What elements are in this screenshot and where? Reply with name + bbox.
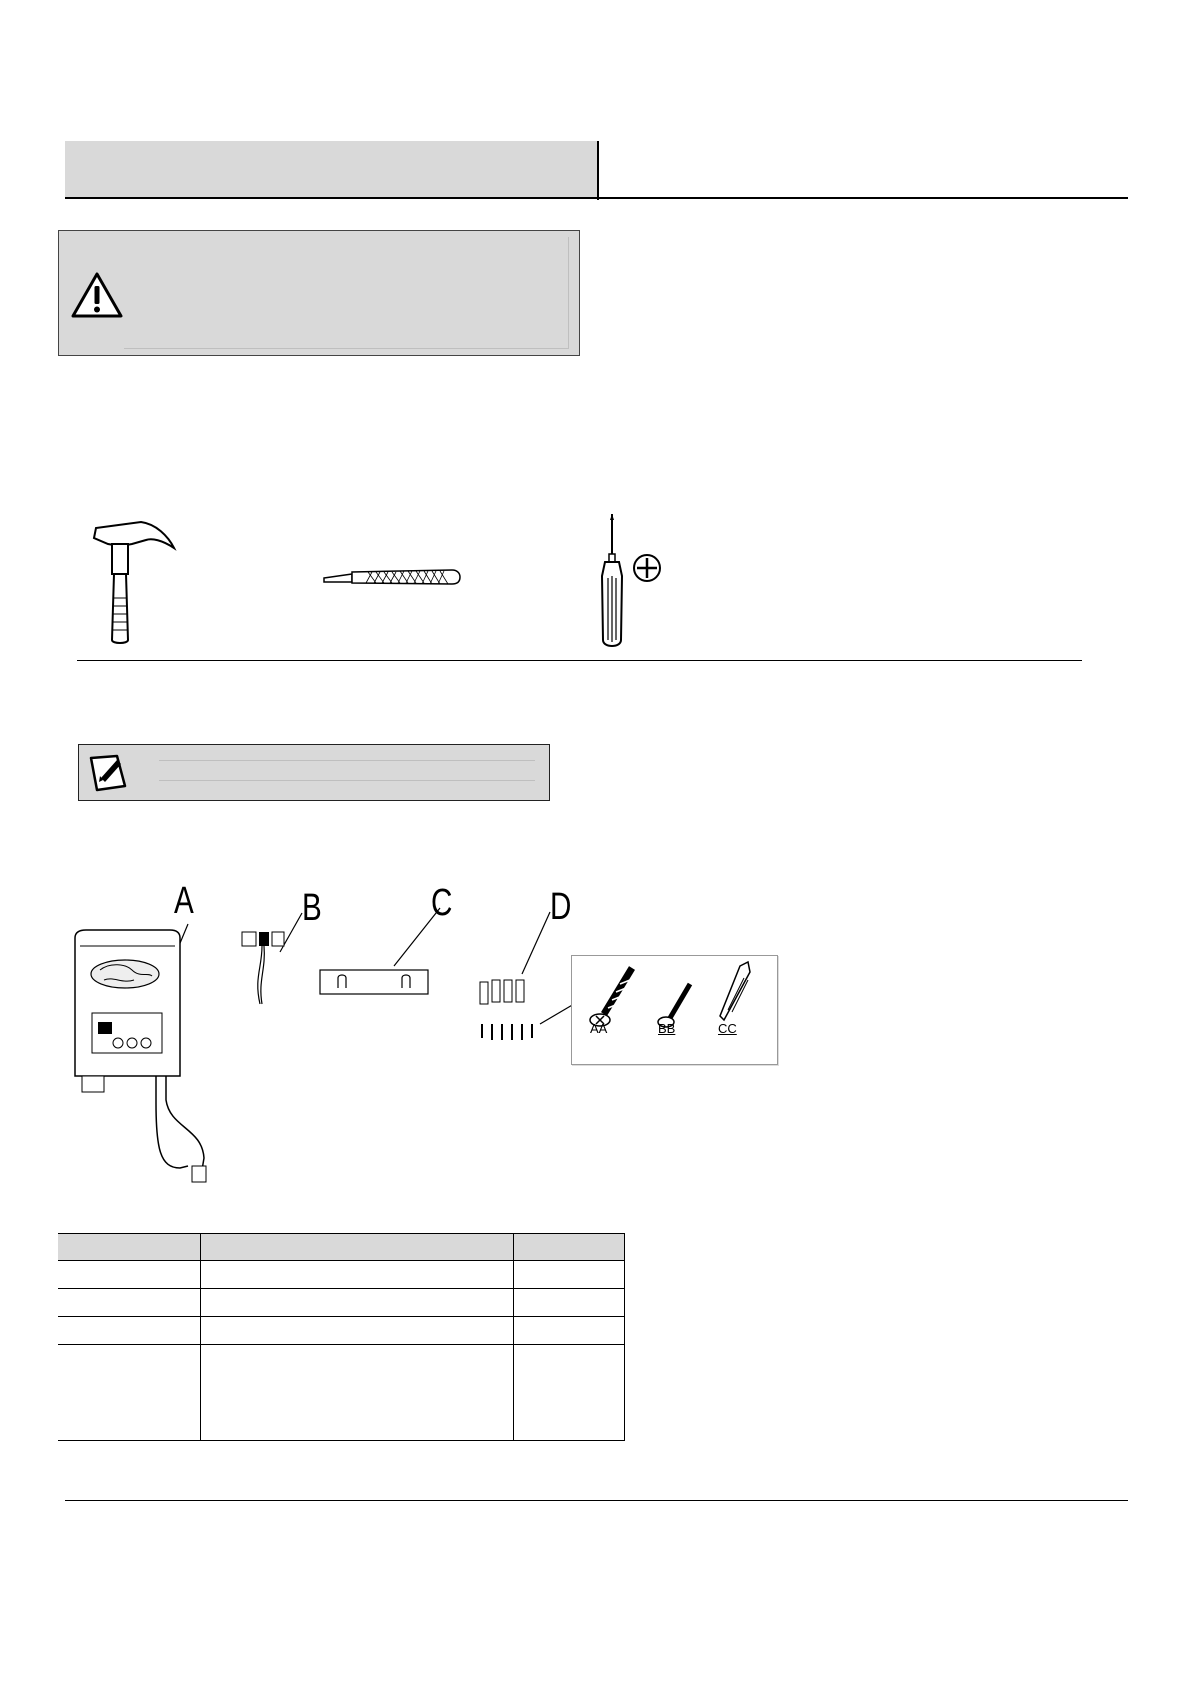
- phillips-screwdriver-icon: [600, 512, 680, 654]
- table-cell: [514, 1317, 625, 1345]
- connector-cable-illustration: [232, 908, 312, 1018]
- footer-rule: [65, 1500, 1128, 1501]
- parts-table: [58, 1233, 625, 1441]
- parts-table-header-row: [58, 1234, 625, 1261]
- parts-table-header-description: [201, 1234, 514, 1261]
- part-letter-c: C: [431, 882, 453, 924]
- table-cell: [58, 1345, 201, 1441]
- table-cell: [201, 1261, 514, 1289]
- part-letter-a: A: [174, 880, 194, 922]
- header-title-box: [65, 141, 597, 198]
- hammer-icon: [86, 518, 176, 648]
- part-letter-b: B: [302, 887, 322, 929]
- table-cell: [201, 1345, 514, 1441]
- table-cell: [514, 1345, 625, 1441]
- hardware-label-cc: CC: [718, 1021, 737, 1036]
- table-cell: [58, 1317, 201, 1345]
- table-cell: [514, 1261, 625, 1289]
- table-cell: [58, 1261, 201, 1289]
- warning-text-area: [124, 237, 569, 349]
- mounting-bracket-illustration: [318, 908, 438, 1008]
- table-row: [58, 1261, 625, 1289]
- hardware-label-bb: BB: [658, 1021, 676, 1036]
- table-cell: [514, 1289, 625, 1317]
- table-cell: [201, 1289, 514, 1317]
- parts-table-header-part: [58, 1234, 201, 1261]
- table-row: [58, 1345, 625, 1441]
- screw-pack-illustration: [478, 912, 578, 1052]
- table-cell: [58, 1289, 201, 1317]
- transformer-illustration: [70, 918, 230, 1188]
- table-row: [58, 1317, 625, 1345]
- note-pencil-icon: [87, 752, 131, 792]
- note-box: [78, 744, 550, 801]
- tools-rule: [77, 660, 1082, 661]
- header-divider: [597, 141, 599, 200]
- part-letter-d: D: [550, 886, 572, 928]
- table-cell: [201, 1317, 514, 1345]
- anchor-cc-icon: [714, 958, 764, 1028]
- parts-table-header-quantity: [514, 1234, 625, 1261]
- note-line-2: [159, 780, 535, 781]
- screw-aa-icon: [588, 960, 638, 1030]
- table-row: [58, 1289, 625, 1317]
- hardware-label-aa: AA: [590, 1021, 608, 1036]
- utility-knife-icon: [322, 562, 462, 592]
- note-line-1: [159, 760, 535, 761]
- warning-box: [58, 230, 580, 356]
- warning-triangle-icon: [71, 271, 123, 319]
- header-rule: [65, 197, 1128, 199]
